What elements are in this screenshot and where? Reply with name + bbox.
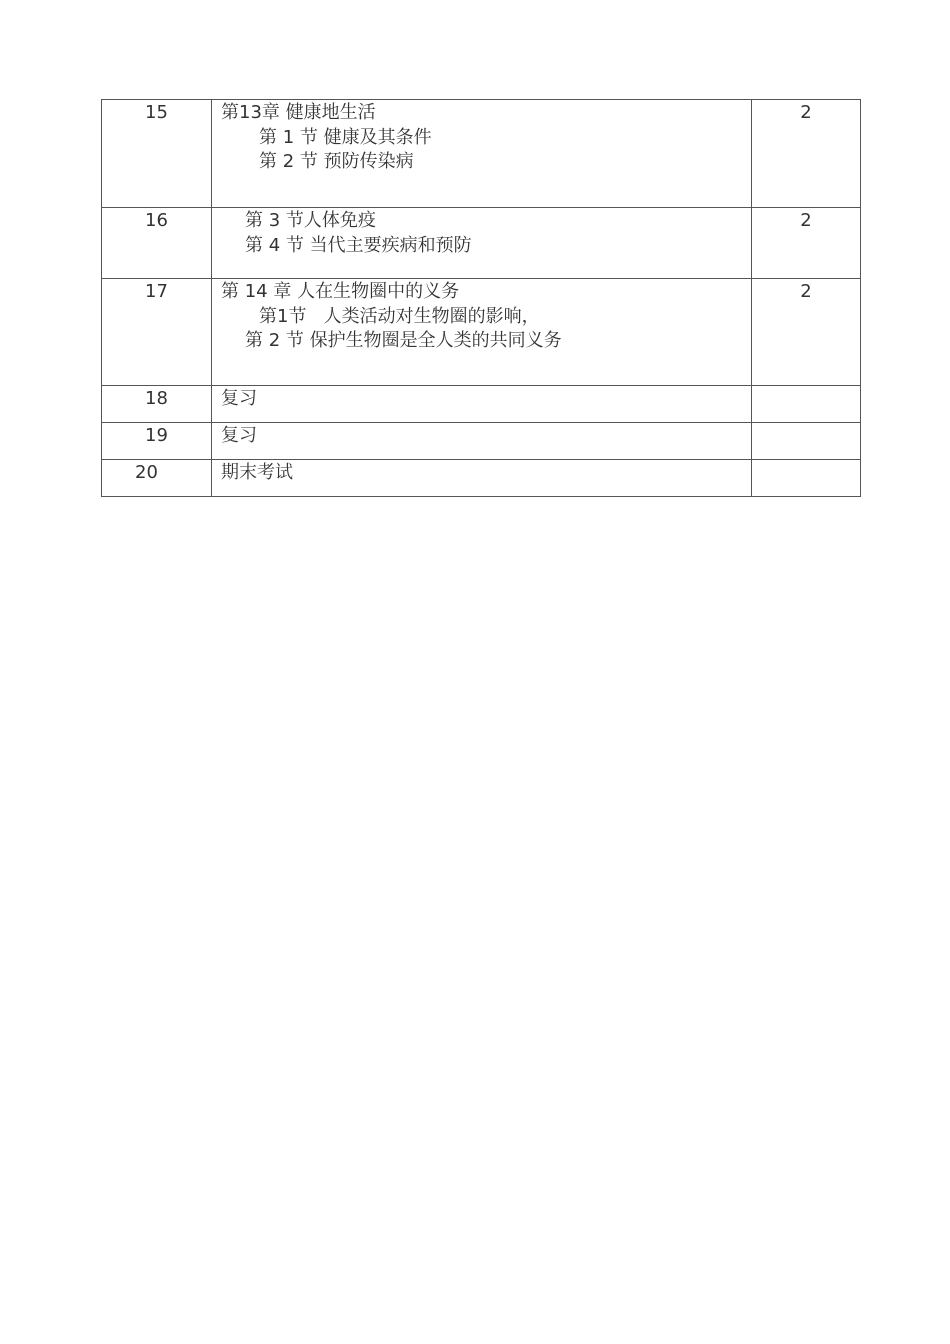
- table-row: [102, 279, 861, 386]
- exam-label: 期末考试: [221, 462, 293, 483]
- table-row: [102, 460, 861, 497]
- hours-cell: 2: [752, 208, 861, 279]
- table-row: [102, 100, 861, 208]
- content-cell: [212, 208, 752, 279]
- content-cell: [212, 423, 752, 460]
- week-number-cell: 15: [102, 100, 212, 208]
- week-number-cell: 18: [102, 386, 212, 423]
- section-title: 第 3 节人体免疫: [245, 210, 376, 231]
- hours-cell: 2: [752, 100, 861, 208]
- week-number-cell: 20: [102, 460, 212, 497]
- review-label: 复习: [221, 388, 257, 409]
- section-title: 第 2 节 预防传染病: [259, 151, 414, 172]
- content-cell: [212, 460, 752, 497]
- week-number-cell: 19: [102, 423, 212, 460]
- schedule-table: [101, 99, 861, 497]
- section-title: 第 4 节 当代主要疾病和预防: [245, 234, 472, 256]
- chapter-title: 第13章 健康地生活: [221, 102, 376, 123]
- content-cell: [212, 279, 752, 386]
- hours-cell: 2: [752, 279, 861, 386]
- chapter-title: 第 14 章 人在生物圈中的义务: [221, 281, 460, 302]
- table-row: [102, 208, 861, 279]
- hours-cell: [752, 386, 861, 423]
- review-label: 复习: [221, 425, 257, 446]
- content-cell: [212, 386, 752, 423]
- content-cell: [212, 100, 752, 208]
- week-number-cell: 16: [102, 208, 212, 279]
- section-title: 第 1 节 健康及其条件: [259, 126, 432, 148]
- table-row: [102, 423, 861, 460]
- section-title: 第1节 人类活动对生物圈的影响，: [259, 305, 540, 327]
- week-number-cell: 17: [102, 279, 212, 386]
- table-row: [102, 386, 861, 423]
- section-title: 第 2 节 保护生物圈是全人类的共同义务: [245, 330, 562, 351]
- hours-cell: [752, 423, 861, 460]
- hours-cell: [752, 460, 861, 497]
